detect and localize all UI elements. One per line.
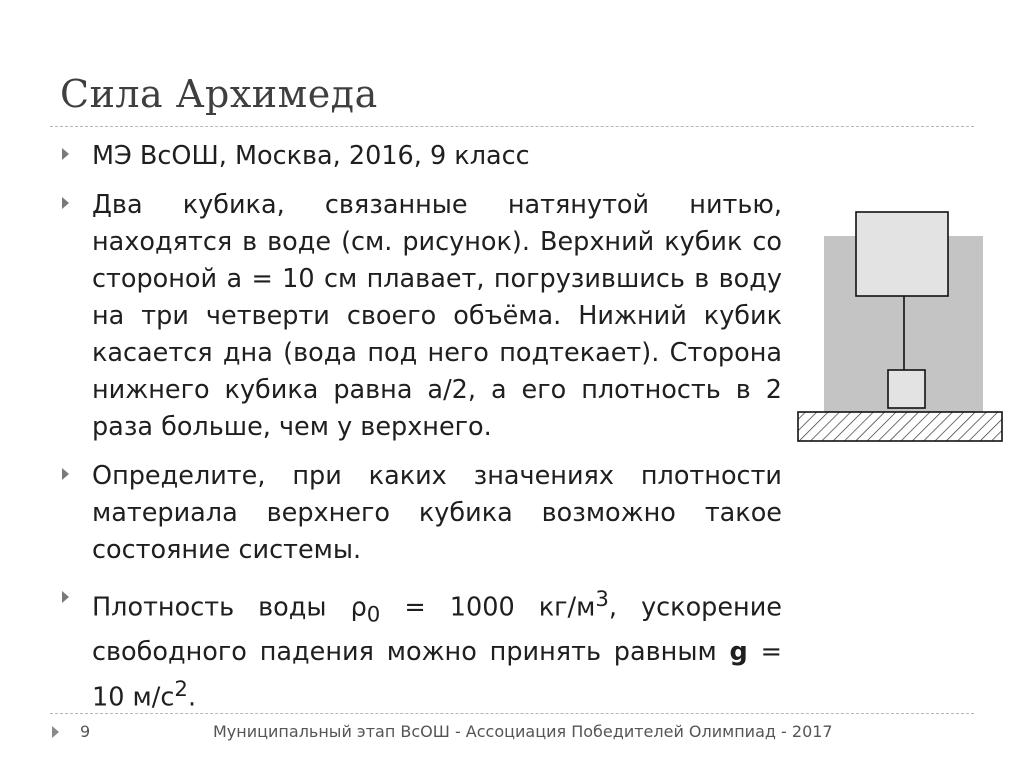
- list-item: [62, 581, 782, 716]
- footer-arrow-icon: [52, 726, 59, 738]
- footer-text: Муниципальный этап ВсОШ - Ассоциация Победителей Олимпиад - 2017: [213, 722, 833, 741]
- page-title: Сила Архимеда: [60, 72, 378, 116]
- bullet-arrow-icon: [62, 148, 69, 160]
- bullet-arrow-icon: [62, 591, 69, 603]
- lower-cube: [888, 370, 925, 408]
- list-item: [62, 458, 782, 569]
- bullet-text-question: Определите, при каких значениях плотности материала верхнего кубика возможно такое состояние системы.: [92, 461, 782, 565]
- footer-divider: [50, 713, 974, 714]
- bullet-list: [62, 138, 782, 728]
- list-item: [62, 187, 782, 446]
- bullet-arrow-icon: [62, 468, 69, 480]
- upper-cube: [856, 212, 948, 296]
- list-item: [62, 138, 782, 175]
- ground-hatched: [798, 412, 1002, 441]
- title-divider: [50, 126, 974, 127]
- cubes-in-water-diagram: [796, 206, 1006, 446]
- bullet-arrow-icon: [62, 197, 69, 209]
- page-number: 9: [80, 722, 91, 741]
- bullet-text-constants: Плотность воды $\rho_0 = 1000$ $кг/м^3$, ускорение свободного падения можно принять равным g = 10 $м/с^2$.: [92, 587, 782, 713]
- bullet-text-source: МЭ ВсОШ, Москва, 2016, 9 класс: [92, 141, 530, 171]
- bullet-text-problem: Два кубика, связанные натянутой нитью, находятся в воде (см. рисунок). Верхний кубик со стороной a = 10 см плавает, погрузившись в воду на три четверти своего объёма. Нижний кубик касается дна (вода под него подтекает). Сторона нижнего кубика равна a/2, а его плотность в 2 раза больше, чем у верхнего.: [92, 190, 782, 442]
